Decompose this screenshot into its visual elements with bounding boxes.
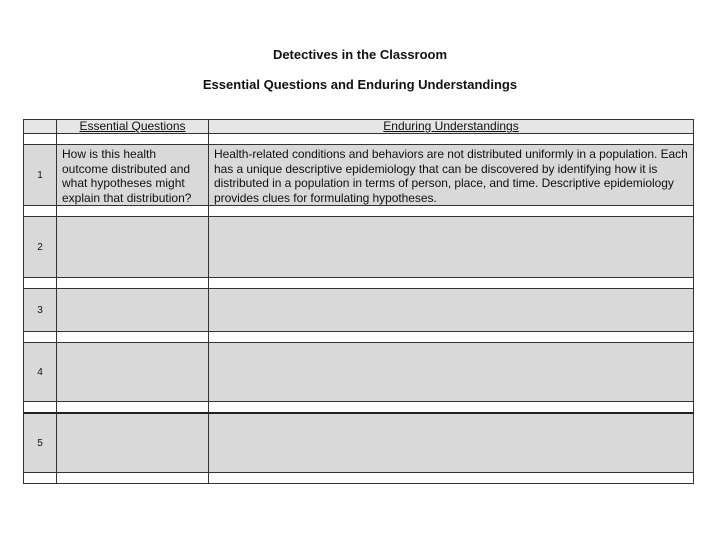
row-number: 1 xyxy=(24,145,57,206)
document-subtitle: Essential Questions and Enduring Understandings xyxy=(202,77,518,92)
essential-question-cell xyxy=(57,413,209,473)
header-essential-questions: Essential Questions xyxy=(79,119,186,133)
table-row xyxy=(24,289,694,332)
row-number: 2 xyxy=(24,217,57,278)
header-understanding-cell xyxy=(209,120,694,134)
enduring-understanding-text xyxy=(209,343,693,345)
spacer-row xyxy=(24,134,694,145)
enduring-understanding-cell xyxy=(209,343,694,402)
header-question-cell xyxy=(57,120,209,134)
enduring-understanding-text xyxy=(209,414,693,416)
header-number-cell xyxy=(24,120,57,134)
row-number: 5 xyxy=(24,413,57,473)
spacer-row xyxy=(24,278,694,289)
enduring-understanding-text xyxy=(209,217,693,219)
essential-question-cell xyxy=(57,145,209,206)
enduring-understanding-cell xyxy=(209,289,694,332)
table-row xyxy=(24,343,694,402)
spacer-row xyxy=(24,402,694,414)
table-row xyxy=(24,413,694,473)
enduring-understanding-cell xyxy=(209,413,694,473)
enduring-understanding-text xyxy=(209,289,693,291)
spacer-row xyxy=(24,206,694,217)
table-row xyxy=(24,217,694,278)
essential-question-text xyxy=(57,289,208,291)
essential-question-cell xyxy=(57,217,209,278)
questions-table xyxy=(23,119,694,484)
table-header-row xyxy=(24,120,694,134)
essential-question-text xyxy=(57,414,208,416)
table-row xyxy=(24,145,694,206)
row-number: 3 xyxy=(24,289,57,332)
essential-question-text: How is this health outcome distributed and what hypotheses might explain that distribution? xyxy=(62,147,192,205)
essential-question-cell xyxy=(57,343,209,402)
row-number: 4 xyxy=(24,343,57,402)
spacer-row xyxy=(24,473,694,484)
essential-question-text xyxy=(57,217,208,219)
essential-question-text xyxy=(57,343,208,345)
document-title: Detectives in the Classroom xyxy=(272,47,448,62)
enduring-understanding-text: Health-related conditions and behaviors are not distributed uniformly in a population. Each has a unique descriptive epidemiology that can be discovered by identifying how it is distributed in a population in terms of person, place, and time. Descriptive epidemiology provides clues for formulating hypotheses. xyxy=(214,147,688,205)
enduring-understanding-cell xyxy=(209,145,694,206)
essential-question-cell xyxy=(57,289,209,332)
spacer-row xyxy=(24,332,694,343)
header-enduring-understandings: Enduring Understandings xyxy=(383,119,519,133)
enduring-understanding-cell xyxy=(209,217,694,278)
